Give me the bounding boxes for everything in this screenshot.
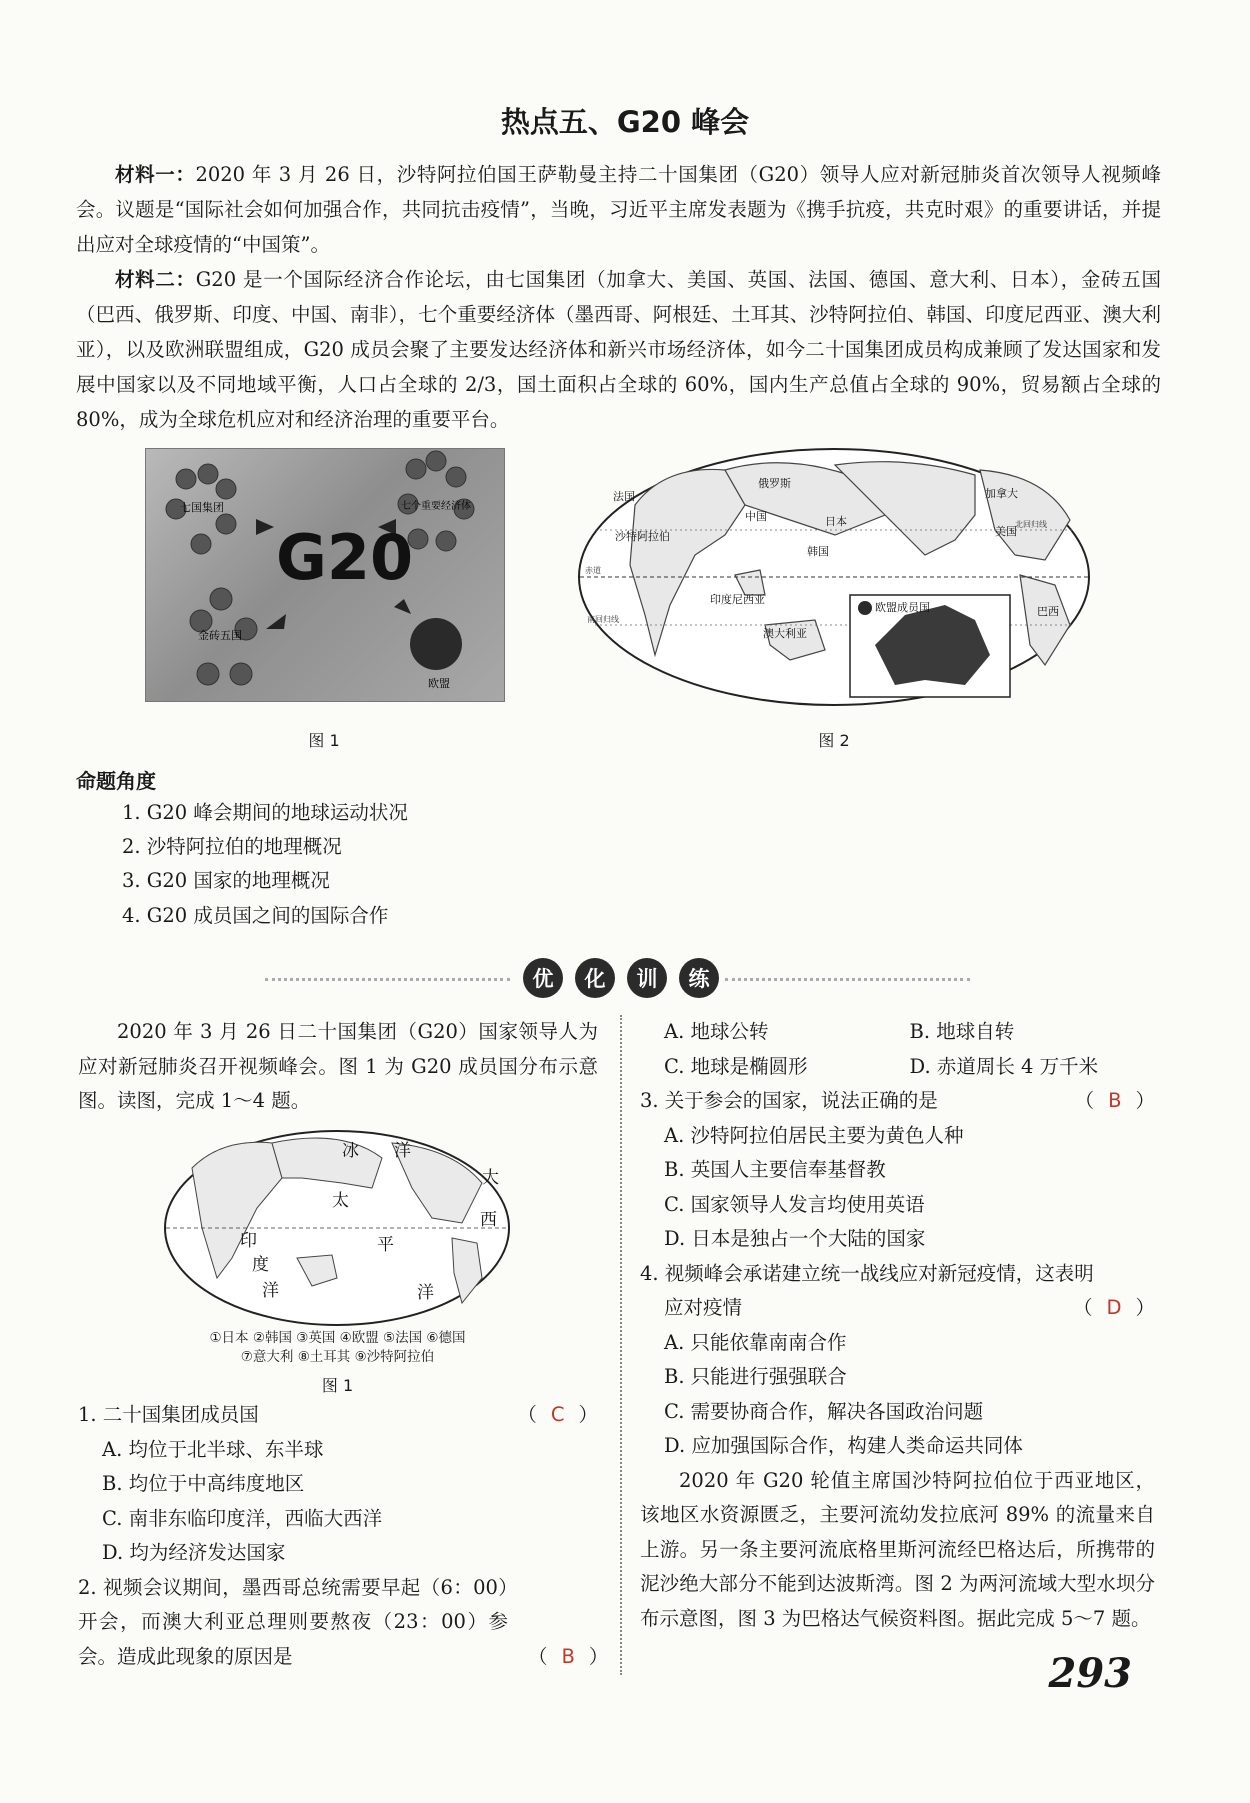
ocean-label: 平 [377, 1235, 394, 1255]
passage-5-7: 2020 年 G20 轮值主席国沙特阿拉伯位于西亚地区，该地区水资源匮乏，主要河流幼发拉底河 89% 的流量来自上游。另一条主要河流底格里斯河流经巴格达后，所携带的泥沙绝大部分不能到达波斯湾。图 2 为两河流域大型水坝分布示意图，图 3 为巴格达气候资料图。据此完成 5～7 题。 [640, 1468, 1155, 1630]
material-two-text: G20 是一个国际经济合作论坛，由七国集团（加拿大、美国、英国、法国、德国、意大利、日本），金砖五国（巴西、俄罗斯、印度、中国、南非），七个重要经济体（墨西哥、阿根廷、土耳其、沙特阿拉伯、韩国、印度尼西亚、澳大利亚），以及欧洲联盟组成，G20 成员会聚了主要发达经济体和新兴市场经济体，如今二十国集团成员构成兼顾了发达国家和发展中国家以及不同地域平衡，人口占全球的 2/3，国土面积占全球的 60%，国内生产总值占全球的 90%，贸易额占全球的 80%，成为全球危机应对和经济治理的重要平台。 [76, 268, 1161, 431]
ocean-label: 度 [252, 1255, 269, 1275]
material-two [76, 262, 1161, 437]
right-column [640, 1015, 1155, 1636]
question-1-stem: 1. 二十国集团成员国 [78, 1403, 259, 1426]
option: D. 日本是独占一个大陆的国家 [664, 1227, 926, 1250]
label-brazil: 巴西 [1037, 605, 1059, 618]
ocean-label: 西 [480, 1210, 497, 1230]
question-2-stem: 2. 视频会议期间，墨西哥总统需要早起（6：00）开会，而澳大利亚总理则要熬夜（23：00）参会。造成此现象的原因是 [78, 1575, 508, 1668]
world-map-svg [575, 445, 1093, 710]
answer-mark: D [1106, 1296, 1122, 1319]
option: C. 南非东临印度洋，西临大西洋 [102, 1506, 383, 1530]
option: A. 均位于北半球、东半球 [102, 1437, 324, 1461]
banner-divider-right [725, 978, 970, 981]
group-g7-label: 七国集团 [180, 501, 224, 514]
group-brics-label: 金砖五国 [198, 629, 242, 642]
option: C. 地球是椭圆形 [664, 1054, 808, 1078]
group-seven-economies-label: 七个重要经济体 [401, 501, 471, 512]
option: B. 地球自转 [909, 1020, 1015, 1043]
label-russia: 俄罗斯 [758, 477, 791, 490]
figure-1-caption: 图 1 [308, 731, 340, 750]
option: B. 英国人主要信奉基督教 [664, 1158, 886, 1181]
material-one-text: 2020 年 3 月 26 日，沙特阿拉伯国王萨勒曼主持二十国集团（G20）领导人应对新冠肺炎首次领导人视频峰会。议题是“国际社会如何加强合作，共同抗击疫情”，当晚，习近平主席发表题为《携手抗疫，共克时艰》的重要讲话，并提出应对全球疫情的“中国策”。 [76, 163, 1161, 256]
ocean-label: 太 [332, 1191, 349, 1211]
question-4-stem-line1: 4. 视频峰会承诺建立统一战线应对新冠疫情，这表明 [640, 1261, 1094, 1285]
option-row [640, 1050, 1155, 1085]
page-number: 293 [1048, 1650, 1132, 1697]
left-map [162, 1128, 512, 1328]
option: B. 只能进行强强联合 [664, 1365, 847, 1388]
label-korea: 韩国 [807, 545, 829, 558]
ocean-label: 洋 [262, 1281, 279, 1301]
option: D. 应加强国际合作，构建人类命运共同体 [664, 1434, 1023, 1457]
g20-diagram [146, 449, 504, 701]
banner-char: 化 [575, 958, 615, 998]
banner-divider-left [265, 978, 510, 981]
figure-1-graphic [145, 448, 505, 702]
banner-char: 训 [627, 958, 667, 998]
label-eu-members: 欧盟成员国 [875, 601, 930, 614]
banner-char: 练 [679, 958, 719, 998]
g20-center-text: G20 [276, 521, 414, 594]
material-one [76, 157, 1161, 262]
training-banner [517, 958, 725, 998]
left-questions [78, 1398, 598, 1674]
ocean-label: 洋 [417, 1283, 434, 1303]
label-japan: 日本 [825, 515, 847, 528]
ocean-label: 印 [240, 1231, 257, 1251]
legend-line-1: ①日本 ②韩国 ③英国 ④欧盟 ⑤法国 ⑥德国 [209, 1330, 466, 1346]
left-column [78, 1015, 598, 1119]
material-one-label: 材料一： [115, 163, 196, 186]
banner-char: 优 [523, 958, 563, 998]
ocean-label: 冰 [342, 1141, 359, 1161]
figure-2-caption: 图 2 [818, 731, 850, 750]
label-equator: 赤道 [585, 566, 601, 575]
intro-paragraph: 2020 年 3 月 26 日二十国集团（G20）国家领导人为应对新冠肺炎召开视频峰会。图 1 为 G20 成员国分布示意图。读图，完成 1～4 题。 [78, 1020, 598, 1112]
label-canada: 加拿大 [985, 487, 1018, 500]
option: B. 均位于中高纬度地区 [102, 1472, 305, 1495]
material-two-label: 材料二： [115, 268, 196, 291]
answer-bracket: （ D ） [1072, 1296, 1155, 1319]
question-4-stem-line2: 应对疫情 [664, 1296, 743, 1319]
answer-bracket: （ B ） [528, 1645, 609, 1668]
page-title: 热点五、G20 峰会 [500, 105, 750, 139]
question-4 [640, 1291, 1155, 1326]
option: A. 沙特阿拉伯居民主要为黄色人种 [664, 1123, 964, 1147]
figure-2-map [575, 445, 1093, 710]
label-saudi: 沙特阿拉伯 [615, 530, 670, 543]
answer-bracket: （ C ） [517, 1403, 598, 1426]
question-3 [640, 1084, 1155, 1119]
angle-item: 3. G20 国家的地理概况 [122, 869, 330, 892]
column-divider [620, 1015, 622, 1675]
legend-line-2: ⑦意大利 ⑧土耳其 ⑨沙特阿拉伯 [240, 1349, 435, 1365]
angle-item: 2. 沙特阿拉伯的地理概况 [122, 835, 342, 858]
ocean-label: 洋 [394, 1141, 411, 1161]
option: D. 均为经济发达国家 [102, 1541, 286, 1564]
angle-item: 1. G20 峰会期间的地球运动状况 [122, 801, 408, 824]
label-france: 法国 [613, 490, 635, 503]
angles-heading: 命题角度 [76, 769, 156, 793]
option: A. 只能依靠南南合作 [664, 1330, 847, 1354]
option: D. 赤道周长 4 万千米 [909, 1054, 1099, 1078]
label-tropic-south: 南回归线 [587, 615, 619, 624]
label-australia: 澳大利亚 [763, 627, 807, 640]
question-2-answer [528, 1640, 608, 1675]
answer-bracket: （ B ） [1074, 1089, 1155, 1112]
answer-mark: B [561, 1645, 575, 1668]
left-map-caption: 图 1 [321, 1376, 354, 1395]
angle-item: 4. G20 成员国之间的国际合作 [122, 904, 389, 927]
option-row [640, 1015, 1155, 1050]
label-tropic-north: 北回归线 [1015, 520, 1047, 529]
label-china: 中国 [745, 510, 767, 523]
answer-mark: B [1108, 1089, 1122, 1112]
question-3-stem: 3. 关于参会的国家，说法正确的是 [640, 1089, 938, 1112]
option: C. 国家领导人发言均使用英语 [664, 1192, 925, 1216]
label-usa: 美国 [995, 525, 1017, 538]
ocean-label: 大 [482, 1168, 499, 1188]
question-1 [78, 1398, 598, 1433]
left-map-svg [162, 1128, 512, 1328]
option: C. 需要协商合作，解决各国政治问题 [664, 1399, 984, 1423]
answer-mark: C [550, 1403, 565, 1426]
left-map-legend [150, 1329, 525, 1367]
label-indonesia: 印度尼西亚 [710, 593, 765, 606]
group-eu-label: 欧盟 [428, 677, 450, 690]
option: A. 地球公转 [664, 1020, 769, 1043]
